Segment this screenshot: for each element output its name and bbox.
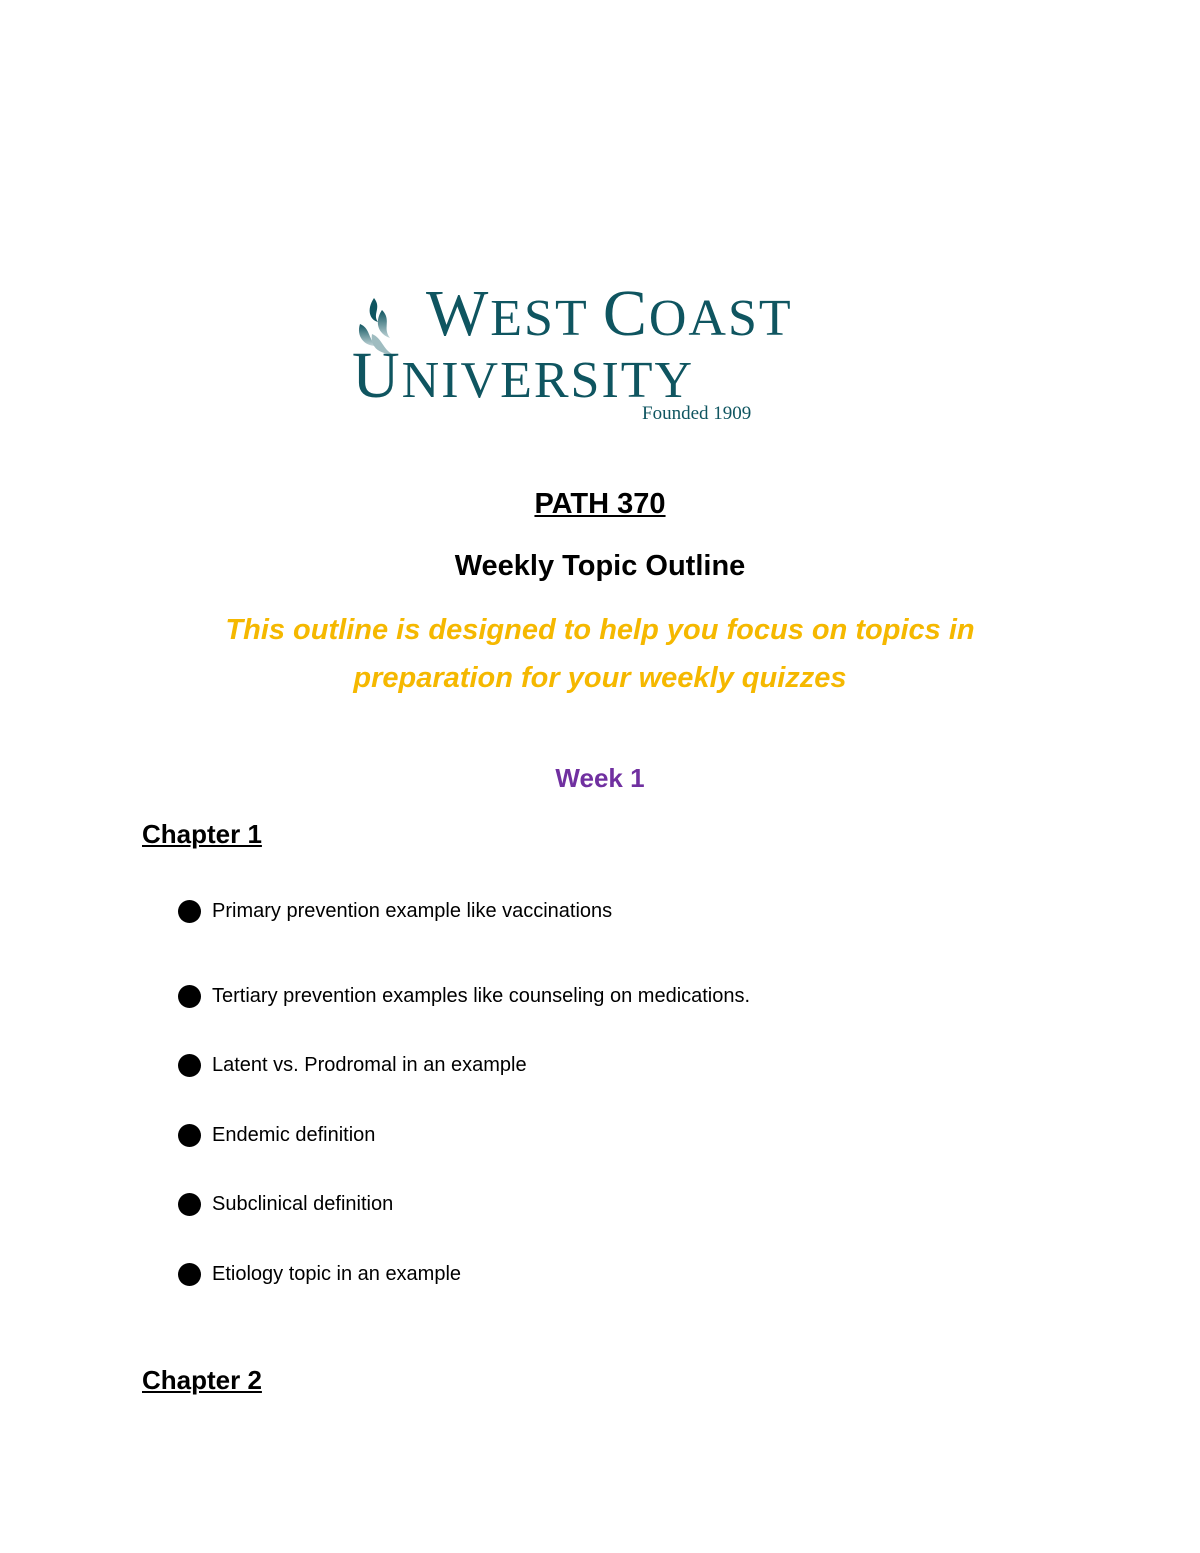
- list-item-text: Endemic definition: [212, 1124, 376, 1146]
- bullet-icon: [178, 900, 201, 923]
- logo-name-line2: UNIVERSITY: [352, 339, 695, 412]
- list-item-text: Tertiary prevention examples like counseling on medications.: [212, 985, 751, 1007]
- list-item-text: Latent vs. Prodromal in an example: [212, 1054, 527, 1076]
- list-item-text: Etiology topic in an example: [212, 1263, 462, 1285]
- list-item: [178, 981, 750, 1011]
- list-item: [178, 1050, 527, 1080]
- bullet-icon: [178, 1054, 201, 1077]
- bullet-icon: [178, 1124, 201, 1147]
- intro-line-1: This outline is designed to help you focus on topics in: [225, 614, 975, 646]
- list-item: [178, 1120, 375, 1150]
- chapter-heading: Chapter 2: [142, 1365, 262, 1395]
- course-code: PATH 370: [534, 488, 666, 520]
- intro-text: [0, 606, 1200, 702]
- intro-line-2: preparation for your weekly quizzes: [353, 662, 847, 694]
- bullet-icon: [178, 1263, 201, 1286]
- list-item: [178, 896, 612, 926]
- logo-name-line1: WEST COAST: [426, 277, 793, 350]
- list-item: [178, 1259, 461, 1289]
- list-item: [178, 1189, 393, 1219]
- bullet-icon: [178, 985, 201, 1008]
- week-heading: Week 1: [555, 763, 645, 793]
- university-logo: [352, 277, 862, 432]
- chapter-heading: Chapter 1: [142, 819, 262, 849]
- logo-founded: Founded 1909: [642, 403, 752, 424]
- list-item-text: Subclinical definition: [212, 1193, 394, 1215]
- list-item-text: Primary prevention example like vaccinations: [212, 900, 613, 922]
- bullet-icon: [178, 1193, 201, 1216]
- document-title: Weekly Topic Outline: [454, 550, 746, 582]
